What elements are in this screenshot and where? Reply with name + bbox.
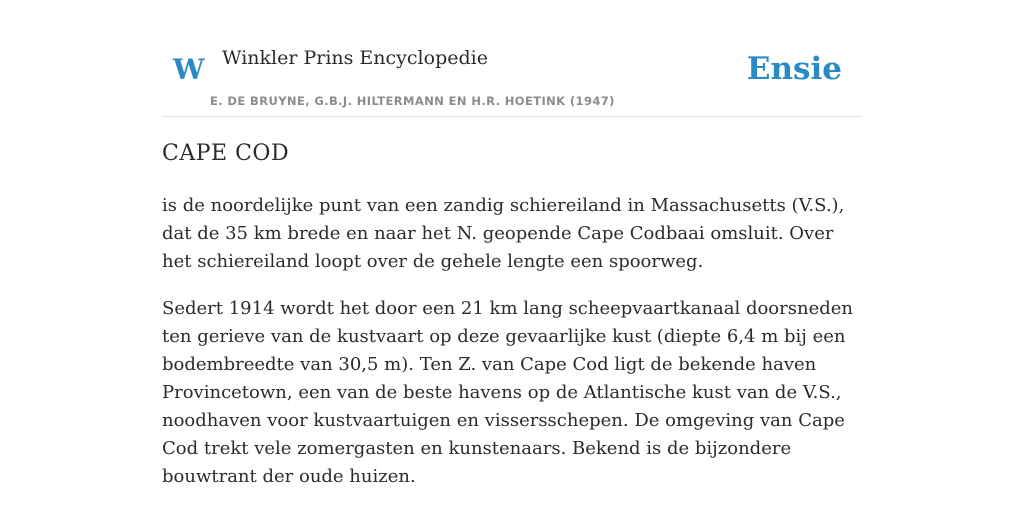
article-title: CAPE COD <box>162 141 290 166</box>
article-paragraph: is de noordelijke punt van een zandig schiereiland in Massachusetts (V.S.), dat de 35 km brede en naar het N. geopende Cape Codbaai omsluit. Over het schiereiland loopt over de gehele lengte een spoorweg. <box>162 195 845 272</box>
article-paragraph: Sedert 1914 wordt het door een 21 km lang scheepvaartkanaal doorsneden ten gerieve van de kustvaart op deze gevaarlijke kust (diepte 6,4 m bij een bodembreedte van 30,5 m). Ten Z. van Cape Cod ligt de bekende haven Provincetown, een van de beste havens op de Atlantische kust van de V.S., noodhaven voor kustvaartuigen en vissersschepen. De omgeving van Cape Cod trekt vele zomergasten en kunstenaars. Bekend is de bijzondere bouwtrant der oude huizen. <box>162 298 853 487</box>
publication-title[interactable]: Winkler Prins Encyclopedie <box>222 47 488 69</box>
publication-authors: E. DE BRUYNE, G.B.J. HILTERMANN EN H.R. HOETINK (1947) <box>210 94 615 108</box>
publication-logo[interactable]: W <box>173 53 205 86</box>
publication-header <box>162 0 862 117</box>
article-page <box>162 0 862 487</box>
brand-logo[interactable]: Ensie <box>746 51 842 87</box>
